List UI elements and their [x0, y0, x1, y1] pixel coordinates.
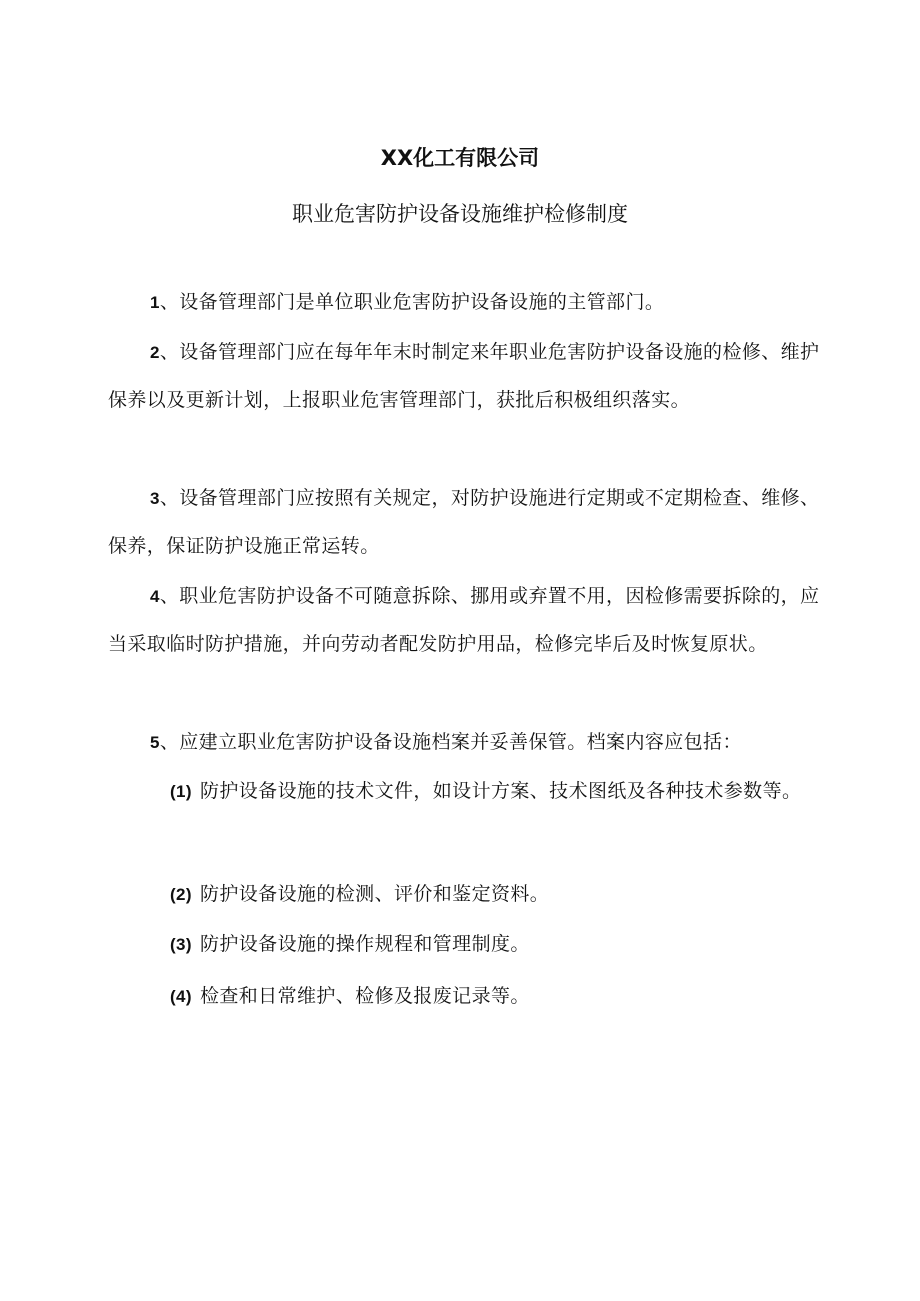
subitem-number: (3) — [170, 935, 192, 954]
subitem-number: (4) — [170, 987, 192, 1006]
clause-text: 、设备管理部门应在每年年末时制定来年职业危害防护设备设施的检修、维护保养以及更新计划，上报职业危害管理部门，获批后积极组织落实。 — [108, 341, 820, 411]
subitem-text: 防护设备设施的技术文件，如设计方案、技术图纸及各种技术参数等。 — [199, 780, 802, 802]
subitem-number: (1) — [170, 782, 192, 801]
document-title: 职业危害防护设备设施维护检修制度 — [292, 202, 628, 226]
clause-4 — [108, 573, 828, 668]
clause-text: 、职业危害防护设备不可随意拆除、挪用或弃置不用，因检修需要拆除的，应当采取临时防护措施，并向劳动者配发防护用品，检修完毕后及时恢复原状。 — [108, 585, 820, 655]
subitem-3 — [108, 918, 828, 971]
clause-text: 、设备管理部门是单位职业危害防护设备设施的主管部门。 — [159, 291, 665, 313]
clause-number: 1 — [150, 293, 160, 312]
subitem-2 — [108, 868, 828, 921]
clause-number: 4 — [150, 587, 160, 606]
company-name: XX化工有限公司 — [380, 146, 540, 170]
clause-2 — [108, 329, 828, 424]
clause-number: 5 — [150, 733, 160, 752]
subitem-text: 防护设备设施的检测、评价和鉴定资料。 — [199, 883, 550, 905]
subitem-4 — [108, 970, 828, 1023]
clause-number: 2 — [150, 343, 160, 362]
clause-5 — [108, 719, 828, 767]
subitem-number: (2) — [170, 885, 192, 904]
subitem-text: 检查和日常维护、检修及报废记录等。 — [199, 985, 530, 1007]
subitem-1 — [108, 765, 828, 818]
clause-number: 3 — [150, 489, 160, 508]
clause-text: 、应建立职业危害防护设备设施档案并妥善保管。档案内容应包括： — [159, 731, 742, 753]
clause-3 — [108, 475, 828, 570]
subitem-text: 防护设备设施的操作规程和管理制度。 — [199, 933, 530, 955]
clause-text: 、设备管理部门应按照有关规定，对防护设施进行定期或不定期检查、维修、保养，保证防护设施正常运转。 — [108, 487, 820, 557]
clause-1 — [108, 279, 828, 327]
